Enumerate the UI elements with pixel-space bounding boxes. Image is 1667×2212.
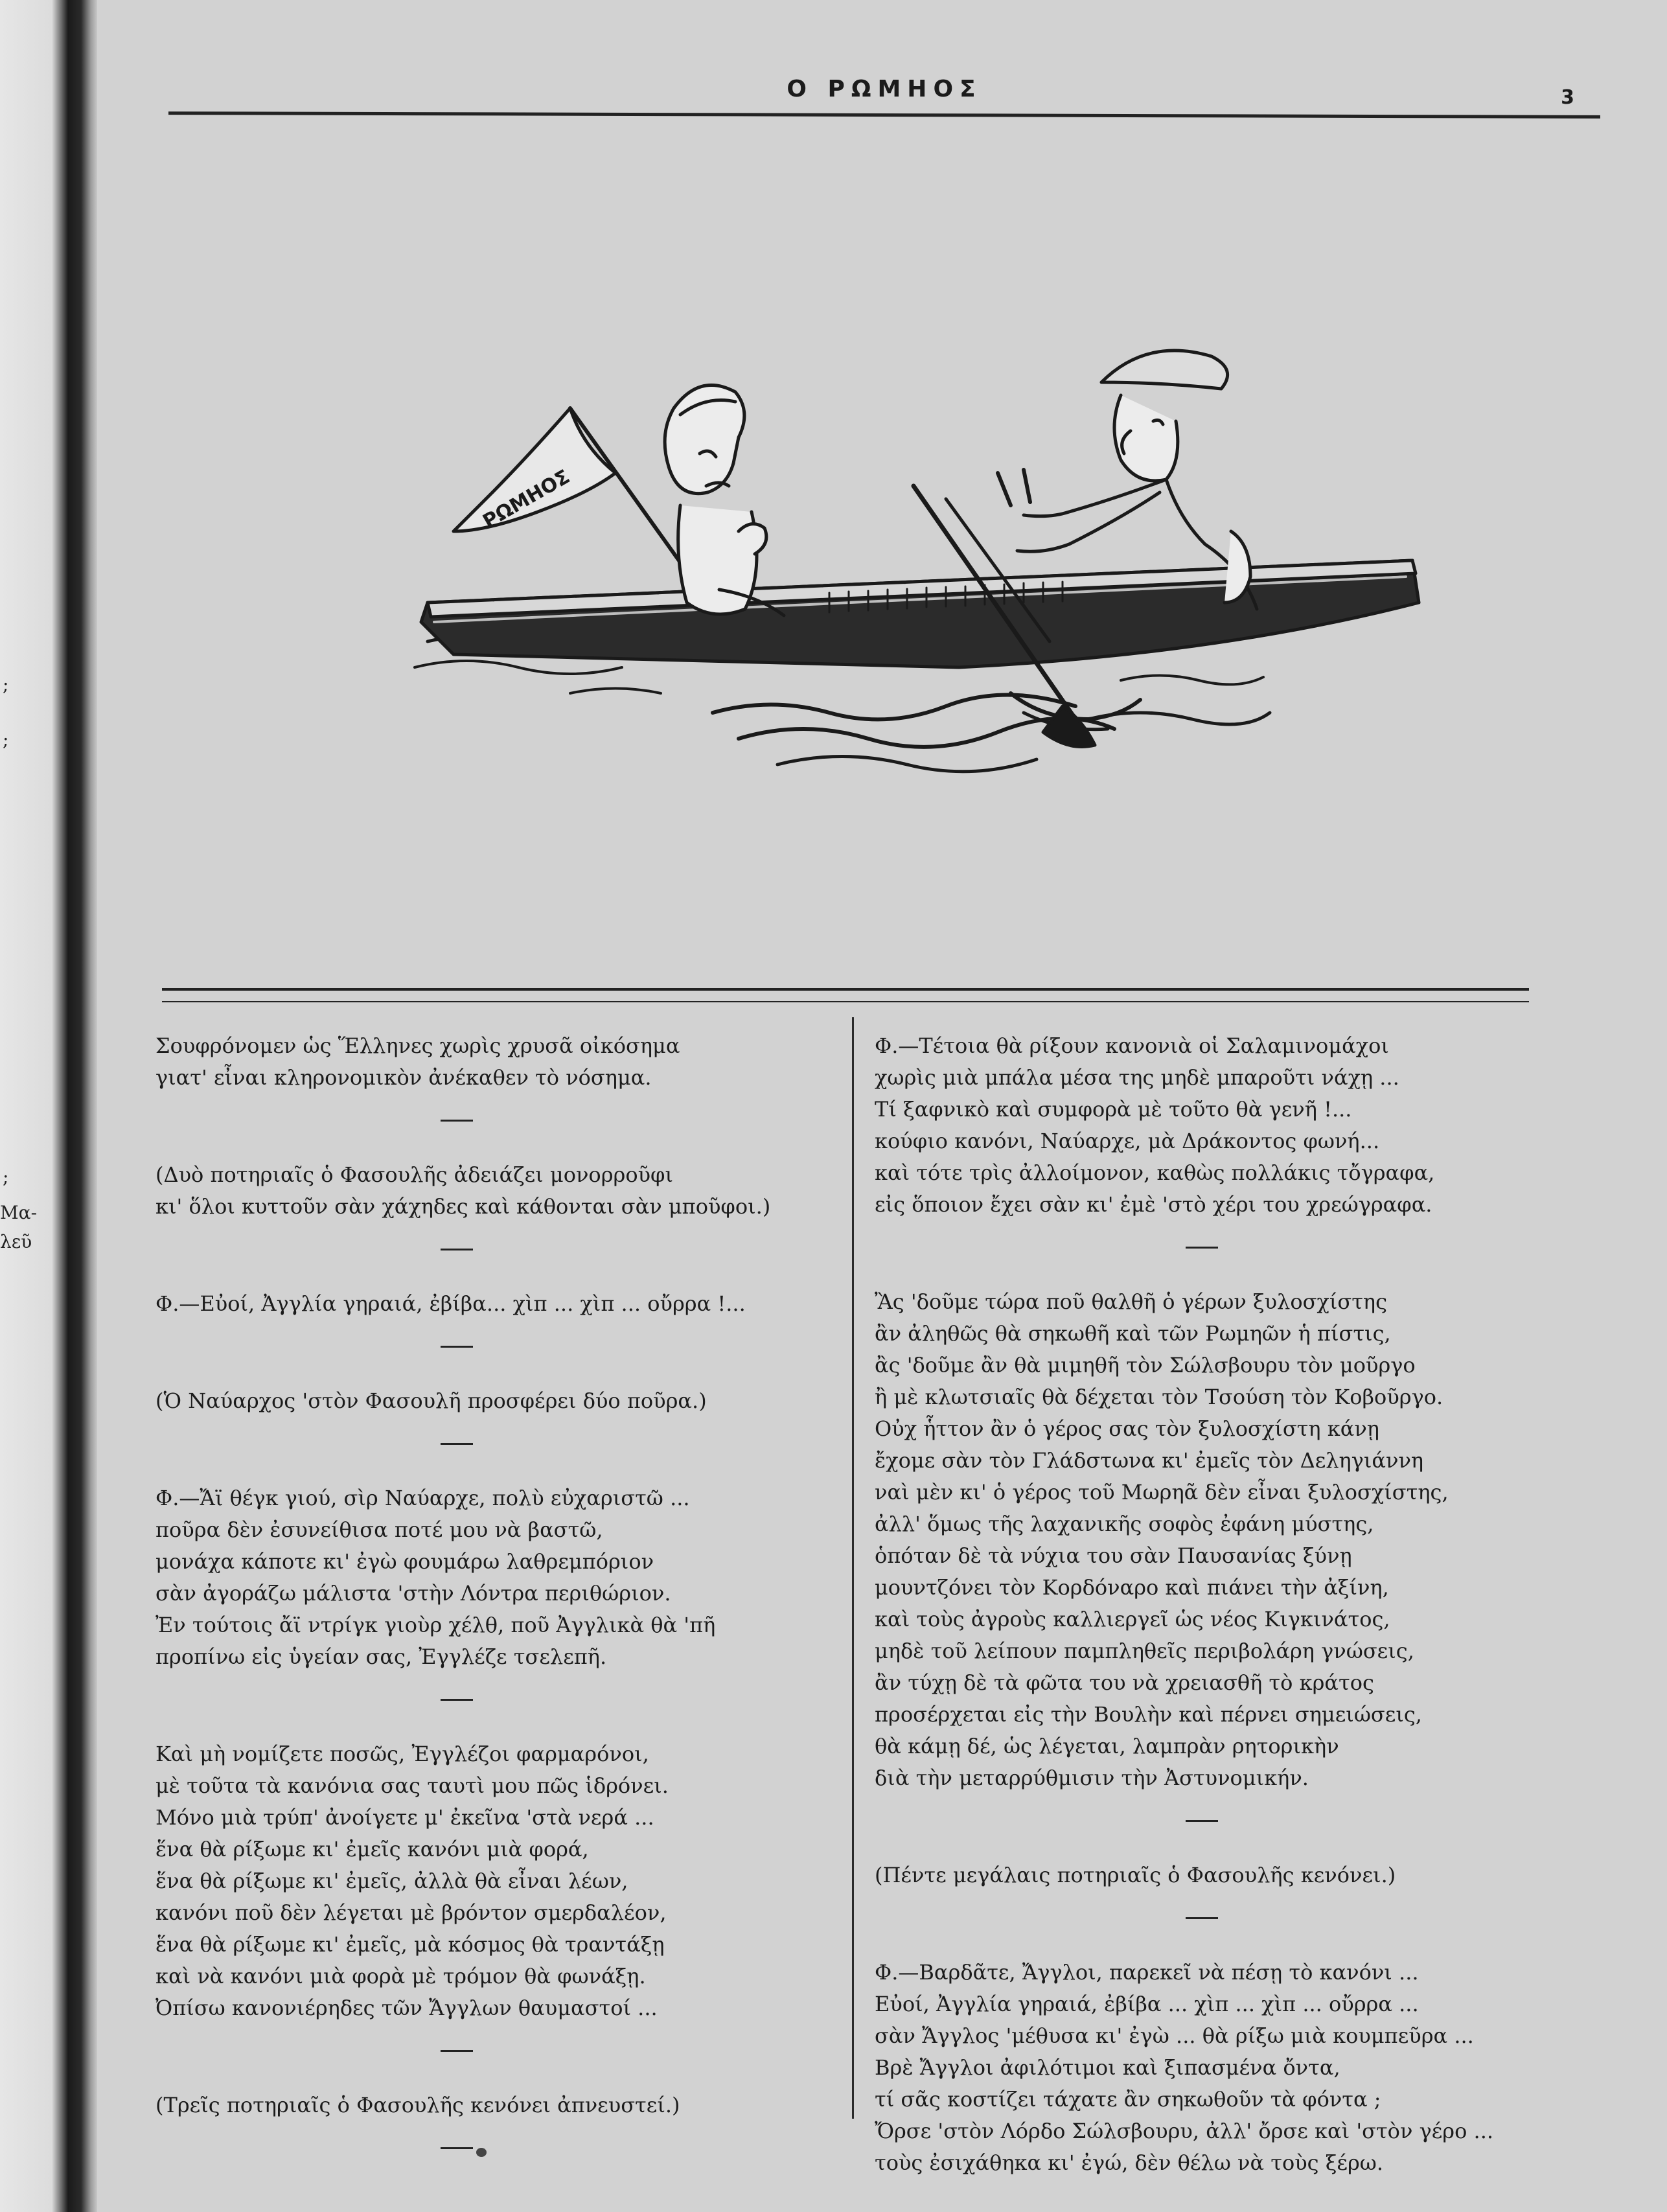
verse-line: ὁπόταν δὲ τὰ νύχια του σὰν Παυσανίας ξύνῃ	[875, 1543, 1352, 1568]
verse-line: προσέρχεται εἰς τὴν Βουλὴν καὶ πέρνει σημειώσεις,	[875, 1702, 1422, 1727]
page-binding	[0, 0, 97, 2212]
verse-line: ἂν ἀληθῶς θὰ σηκωθῆ καὶ τῶν Ρωμηῶν ἡ πίστις,	[875, 1321, 1391, 1346]
margin-fragment: Μα-	[0, 1202, 38, 1223]
verse-line: ποῦρα δὲν ἐσυνείθισα ποτέ μου νὰ βαστῶ,	[155, 1517, 603, 1542]
stanza	[155, 1030, 829, 1094]
stanza	[875, 1030, 1555, 1221]
verse-line: Καὶ μὴ νομίζετε ποσῶς, Ἐγγλέζοι φαρμαρόνοι,	[155, 1742, 649, 1766]
verse-line: ἂν τύχῃ δὲ τὰ φῶτα του νὰ χρειασθῆ τὸ κράτος	[875, 1670, 1374, 1695]
verse-line: Βρὲ Ἄγγλοι ἀφιλότιμοι καὶ ξιπασμένα ὄντα,	[875, 2055, 1340, 2080]
stanza	[155, 1482, 829, 1673]
verse-line: (Τρεῖς ποτηριαῖς ὁ Φασουλῆς κενόνει ἀπνευστεί.)	[155, 2093, 680, 2117]
verse-line: Ὄρσε 'στὸν Λόρδο Σώλσβουρυ, ἀλλ' ὄρσε καὶ 'στὸν γέρο ...	[875, 2119, 1494, 2143]
page-title: Ο ΡΩΜΗΟΣ	[787, 76, 982, 102]
verse-line: Φ.—Βαρδᾶτε, Ἄγγλοι, παρεκεῖ νὰ πέσῃ τὸ κανόνι ...	[875, 1960, 1419, 1985]
verse-line: ἀλλ' ὅμως τῆς λαχανικῆς σοφὸς ἐφάνη μύστης,	[875, 1512, 1374, 1536]
verse-line: Φ.—Εὐοί, Ἀγγλία γηραιά, ἐβίβα... χὶπ ... χὶπ ... οὔρρα !...	[155, 1291, 746, 1316]
left-column	[155, 1030, 829, 2187]
verse-line: Ἂς 'δοῦμε τώρα ποῦ θαλθῆ ὁ γέρων ξυλοσχίστης	[875, 1289, 1388, 1314]
verse-line: καὶ τότε τρὶς ἀλλοίμονον, καθὼς πολλάκις τὄγραφα,	[875, 1160, 1435, 1185]
verse-line: κούφιο κανόνι, Ναύαρχε, μὰ Δράκοντος φωνή...	[875, 1129, 1380, 1153]
margin-fragment: ;	[3, 729, 9, 750]
verse-line: μὲ τοῦτα τὰ κανόνια σας ταυτὶ μου πῶς ἱδρόνει.	[155, 1773, 669, 1798]
verse-line: ἢ μὲ κλωτσιαῖς θὰ δέχεται τὸν Τσούση τὸν Κοβοῦργο.	[875, 1385, 1443, 1409]
stanza	[875, 1286, 1555, 1794]
boat-cartoon-illustration	[376, 317, 1445, 810]
verse-line: ἕνα θὰ ρίξωμε κι' ἐμεῖς κανόνι μιὰ φορά,	[155, 1837, 589, 1861]
header-rule	[168, 111, 1600, 119]
stanza	[155, 1288, 829, 1320]
verse-line: ἕνα θὰ ρίξωμε κι' ἐμεῖς, ἀλλὰ θὰ εἶναι λέων,	[155, 1869, 628, 1893]
verse-line: κανόνι ποῦ δὲν λέγεται μὲ βρόντον σμερδαλέον,	[155, 1900, 667, 1925]
stanza	[875, 1957, 1555, 2179]
stage-direction	[155, 2090, 829, 2121]
section-dash	[441, 1699, 473, 1701]
verse-line: Ὀπίσω κανονιέρηδες τῶν Ἄγγλων θαυμαστοί ...	[155, 1996, 658, 2020]
stage-direction	[155, 1159, 829, 1223]
section-dash	[441, 1249, 473, 1250]
section-dash	[441, 1346, 473, 1348]
stage-direction	[155, 1385, 829, 1417]
verse-line: σὰν ἀγοράζω μάλιστα 'στὴν Λόντρα περιθώριον.	[155, 1581, 671, 1606]
verse-line: εἰς ὅποιον ἔχει σὰν κι' ἐμὲ 'στὸ χέρι του χρεώγραφα.	[875, 1192, 1432, 1217]
verse-line: μηδὲ τοῦ λείπουν παμπληθεῖς περιβολάρη γνώσεις,	[875, 1639, 1414, 1663]
verse-line: Μόνο μιὰ τρύπ' ἀνοίγετε μ' ἐκεῖνα 'στὰ νερά ...	[155, 1805, 654, 1830]
stanza	[155, 1738, 829, 2024]
page-number: 3	[1561, 86, 1574, 109]
verse-line: Τί ξαφνικὸ καὶ συμφορὰ μὲ τοῦτο θὰ γενῆ !...	[875, 1097, 1352, 1122]
verse-line: (Δυὸ ποτηριαῖς ὁ Φασουλῆς ἀδειάζει μονορροῦφι	[155, 1162, 673, 1187]
verse-line: μονάχα κάποτε κι' ἐγὼ φουμάρω λαθρεμπόριον	[155, 1549, 654, 1574]
verse-line: καὶ νὰ κανόνι μιὰ φορὰ μὲ τρόμον θὰ φωνάξῃ.	[155, 1964, 646, 1988]
verse-line: ναὶ μὲν κι' ὁ γέρος τοῦ Μωρηᾶ δὲν εἶναι ξυλοσχίστης,	[875, 1480, 1449, 1504]
verse-line: μουντζόνει τὸν Κορδόναρο καὶ πιάνει τὴν ἀξίνη,	[875, 1575, 1389, 1600]
verse-line: ἂς 'δοῦμε ἂν θὰ μιμηθῆ τὸν Σώλσβουρυ τὸν μοῦργο	[875, 1353, 1416, 1377]
verse-line: τί σᾶς κοστίζει τάχατε ἂν σηκωθοῦν τὰ φόντα ;	[875, 2087, 1381, 2112]
section-dash	[1186, 1917, 1218, 1919]
verse-line: (Ὁ Ναύαρχος 'στὸν Φασουλῆ προσφέρει δύο ποῦρα.)	[155, 1388, 707, 1413]
verse-line: σὰν Ἄγγλος 'μέθυσα κι' ἐγὼ ... θὰ ρίξω μιὰ κουμπεῦρα ...	[875, 2023, 1474, 2048]
verse-line: ἕνα θὰ ρίξωμε κι' ἐμεῖς, μὰ κόσμος θὰ τραντάξῃ	[155, 1932, 665, 1957]
column-divider	[852, 1017, 854, 2119]
verse-line: Φ.—Τέτοια θὰ ρίξουν κανονιὰ οἱ Σαλαμινομάχοι	[875, 1033, 1389, 1058]
newspaper-page	[97, 0, 1667, 2212]
verse-line: γιατ' εἶναι κληρονομικὸν ἀνέκαθεν τὸ νόσημα.	[155, 1065, 652, 1090]
verse-line: (Πέντε μεγάλαις ποτηριαῖς ὁ Φασουλῆς κενόνει.)	[875, 1863, 1396, 1887]
ink-speck	[476, 2148, 487, 2157]
margin-fragment: λεῦ	[0, 1231, 32, 1252]
right-column	[875, 1030, 1555, 2179]
verse-line: Οὐχ ἧττον ἂν ὁ γέρος σας τὸν ξυλοσχίστη κάνῃ	[875, 1416, 1379, 1441]
page-header	[168, 68, 1600, 126]
section-dash	[441, 2050, 473, 2052]
section-dash	[1186, 1820, 1218, 1822]
section-dash	[441, 1120, 473, 1122]
verse-line: Εὐοί, Ἀγγλία γηραιά, ἐβίβα ... χὶπ ... χὶπ ... οὔρρα ...	[875, 1992, 1419, 2016]
verse-line: προπίνω εἰς ὑγείαν σας, Ἐγγλέζε τσελεπῆ.	[155, 1644, 607, 1669]
flag-text: ΡΩΜΗΟΣ	[479, 465, 574, 533]
verse-line: θὰ κάμῃ δέ, ὡς λέγεται, λαμπρὰν ρητορικὴν	[875, 1734, 1339, 1758]
margin-fragment: ;	[3, 674, 9, 695]
verse-line: τοὺς ἐσιχάθηκα κι' ἐγώ, δὲν θέλω νὰ τοὺς ξέρω.	[875, 2150, 1384, 2175]
verse-line: χωρὶς μιὰ μπάλα μέσα της μηδὲ μπαροῦτι νάχῃ ...	[875, 1065, 1399, 1090]
verse-line: Φ.—Ἄϊ θέγκ γιού, σὶρ Ναύαρχε, πολὺ εὐχαριστῶ ...	[155, 1486, 690, 1510]
verse-line: ἔχομε σὰν τὸν Γλάδστωνα κι' ἐμεῖς τὸν Δεληγιάννη	[875, 1448, 1424, 1473]
verse-line: καὶ τοὺς ἀγροὺς καλλιεργεῖ ὡς νέος Κιγκινάτος,	[875, 1607, 1390, 1631]
stage-direction	[875, 1860, 1555, 1891]
verse-line: κι' ὅλοι κυττοῦν σὰν χάχηδες καὶ κάθονται σὰν μποῦφοι.)	[155, 1194, 771, 1219]
verse-line: διὰ τὴν μεταρρύθμισιν τὴν Ἀστυνομικήν.	[875, 1766, 1309, 1790]
section-dash	[441, 1443, 473, 1445]
section-dash	[441, 2147, 473, 2149]
section-dash	[1186, 1247, 1218, 1249]
verse-line: Ἐν τούτοις ἄϊ ντρίγκ γιοὺρ χέλθ, ποῦ Ἀγγλικὰ θὰ 'πῆ	[155, 1613, 716, 1637]
verse-line: Σουφρόνομεν ὡς Ἕλληνες χωρὶς χρυσᾶ οἰκόσημα	[155, 1033, 680, 1058]
section-rule	[162, 988, 1529, 1002]
margin-fragment: ;	[3, 1166, 9, 1188]
